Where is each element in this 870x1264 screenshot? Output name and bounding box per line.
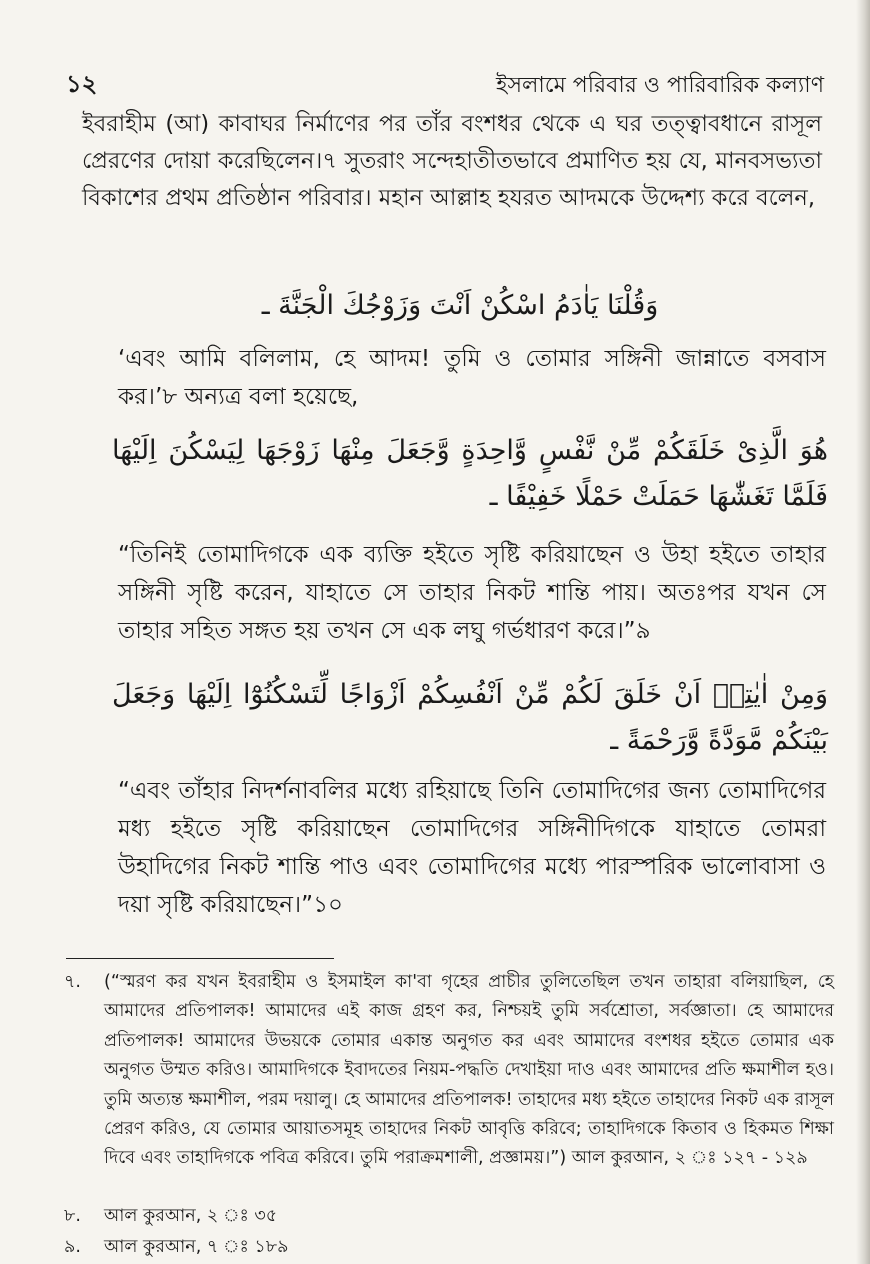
running-title: ইসলামে পরিবার ও পারিবারিক কল্যাণ <box>496 73 824 98</box>
arabic-verse-3: وَمِنْ اٰيٰتِهٖ اَنْ خَلَقَ لَكُمْ مِّنْ اَنْفُسِكُمْ اَزْوَاجًا لِّتَسْكُنُوْٓا اِلَيْهَا وَجَعَلَ بَيْنَكُمْ مَّوَدَّةً وَّرَحْمَةً ـ <box>112 679 828 756</box>
arabic-verse-2: هُوَ الَّذِىْ خَلَقَكُمْ مِّنْ نَّفْسٍ وَّاحِدَةٍ وَّجَعَلَ مِنْهَا زَوْجَهَا لِيَسْكُنَ اِلَيْهَا فَلَمَّا تَغَشّٰهَا حَمَلَتْ حَمْلًا خَفِيْفًا ـ <box>112 435 828 512</box>
footnote-9 <box>64 1233 834 1262</box>
footnote-number: ৮. <box>64 1206 81 1226</box>
translation-3: “এবং তাঁহার নিদর্শনাবলির মধ্যে রহিয়াছে তিনি তোমাদিগের জন্য তোমাদিগের মধ্য হইতে সৃষ্টি করিয়াছেন তোমাদিগের সঙ্গিনীদিগকে যাহাতে তোমরা উহাদিগের নিকট শান্তি পাও এবং তোমাদিগের মধ্যে পারস্পরিক ভালোবাসা ও দয়া সৃষ্টি করিয়াছেন।”১০ <box>118 778 826 918</box>
footnote-number: ৭. <box>64 972 81 992</box>
page-number: ১২ <box>66 70 98 98</box>
footnote-text: (“স্মরণ কর যখন ইবরাহীম ও ইসমাইল কা'বা গৃহের প্রাচীর তুলিতেছিল তখন তাহারা বলিয়াছিল, হে আমাদের প্রতিপালক! আমাদের এই কাজ গ্রহণ কর, নিশ্চয়ই তুমি সর্বশ্রোতা, সর্বজ্ঞাতা। হে আমাদের প্রতিপালক! আমাদের উভয়কে তোমার একান্ত অনুগত কর এবং আমাদের বংশধর হইতে তোমার এক অনুগত উম্মত করিও। আমাদিগকে ইবাদতের নিয়ম-পদ্ধতি দেখাইয়া দাও এবং আমাদের প্রতি ক্ষমাশীল হও। তুমি অত্যন্ত ক্ষমাশীল, পরম দয়ালু। হে আমাদের প্রতিপালক! তাহাদের মধ্য হইতে তাহাদের নিকট এক রাসূল প্রেরণ করিও, যে তোমার আয়াতসমূহ তাহাদের নিকট আবৃত্তি করিবে; তাহাদিগকে কিতাব ও হিকমত শিক্ষা দিবে এবং তাহাদিগকে পবিত্র করিবে। তুমি পরাক্রমশালী, প্রজ্ঞাময়।”) আল কুরআন, ২ ঃ ১২৭ - ১২৯ <box>104 972 834 1169</box>
footnote-separator <box>66 958 334 959</box>
body-paragraph-1: ইবরাহীম (আ) কাবাঘর নির্মাণের পর তাঁর বংশধর থেকে এ ঘর তত্ত্বাবধানে রাসূল প্রেরণের দোয়া করেছিলেন।৭ সুতরাং সন্দেহাতীতভাবে প্রমাণিত হয় যে, মানবসভ্যতা বিকাশের প্রথম প্রতিষ্ঠান পরিবার। মহান আল্লাহ হযরত আদমকে উদ্দেশ্য করে বলেন, <box>82 111 822 211</box>
translation-2: “তিনিই তোমাদিগকে এক ব্যক্তি হইতে সৃষ্টি করিয়াছেন ও উহা হইতে তাহার সঙ্গিনী সৃষ্টি করেন, যাহাতে সে তাহার নিকট শান্তি পায়। অতঃপর যখন সে তাহার সহিত সঙ্গত হয় তখন সে এক লঘু গর্ভধারণ করে।”৯ <box>118 542 826 644</box>
footnote-text: আল কুরআন, ২ ঃ ৩৫ <box>104 1206 278 1226</box>
arabic-verse-1: وَقُلْنَا يَاٰدَمُ اسْكُنْ اَنْتَ وَزَوْجُكَ الْجَنَّةَ ـ <box>261 290 659 321</box>
translation-1: ‘এবং আমি বলিলাম, হে আদম! তুমি ও তোমার সঙ্গিনী জান্নাতে বসবাস কর।’৮ অন্যত্র বলা হয়েছে, <box>118 346 826 410</box>
footnote-7 <box>64 968 834 1174</box>
footnote-number: ৯. <box>64 1237 81 1257</box>
footnote-8 <box>64 1202 834 1231</box>
footnote-text: আল কুরআন, ৭ ঃ ১৮৯ <box>104 1237 289 1257</box>
page-edge-shadow <box>856 0 870 1264</box>
